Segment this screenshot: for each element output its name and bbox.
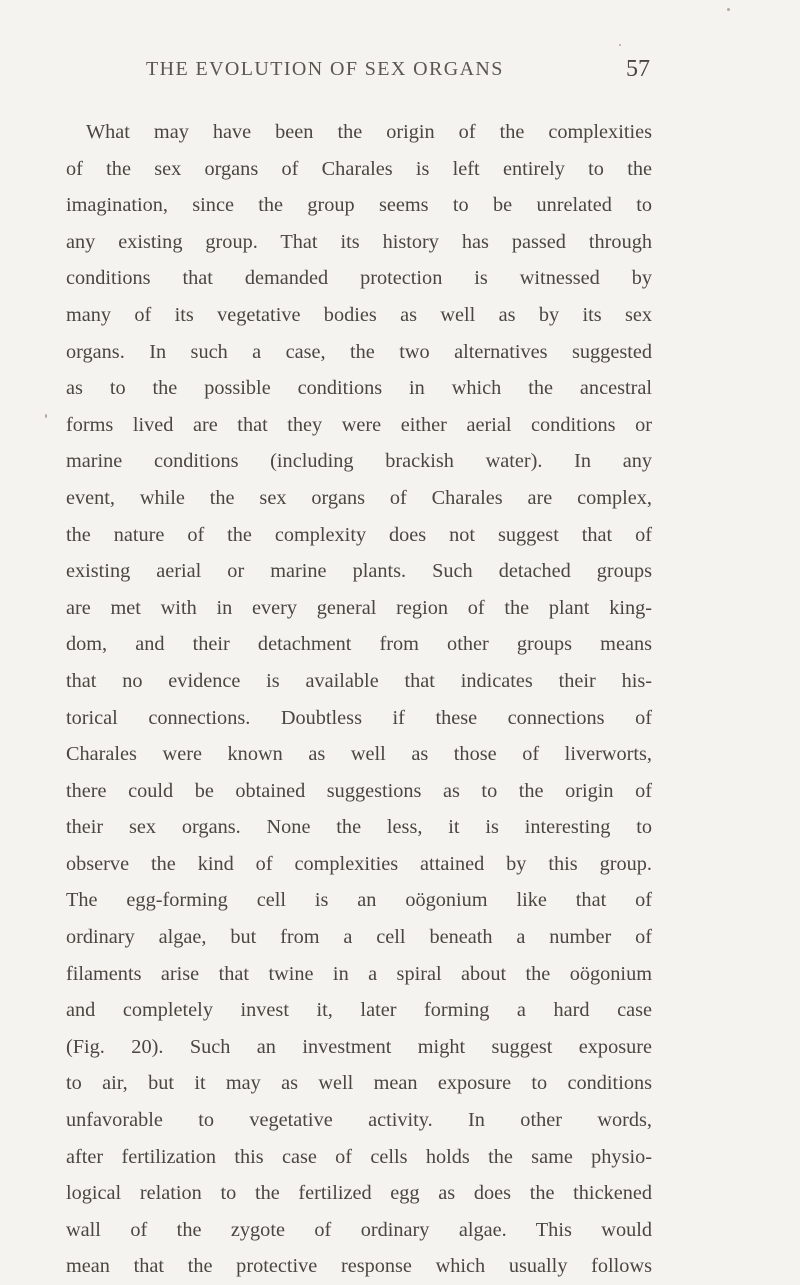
text-line: Charales were known as well as those of liverworts, <box>66 743 652 766</box>
text-line: logical relation to the fertilized egg as does the thickened <box>66 1182 652 1205</box>
page-number: 57 <box>626 56 650 82</box>
text-line: mean that the protective response which usually follows <box>66 1255 652 1278</box>
text-line: any existing group. That its history has passed through <box>66 230 652 253</box>
text-line: torical connections. Doubtless if these connections of <box>66 706 652 729</box>
text-line: ordinary algae, but from a cell beneath a number of <box>66 926 652 949</box>
text-line: conditions that demanded protection is witnessed by <box>66 267 652 290</box>
text-line: filaments arise that twine in a spiral about the oögonium <box>66 962 652 985</box>
body-paragraph <box>66 114 652 1285</box>
text-line: organs. In such a case, the two alternatives suggested <box>66 340 652 363</box>
text-line: forms lived are that they were either aerial conditions or <box>66 413 652 436</box>
text-line: observe the kind of complexities attained by this group. <box>66 852 652 875</box>
text-line: after fertilization this case of cells holds the same physio- <box>66 1145 652 1168</box>
ink-speck <box>727 8 730 11</box>
text-line: The egg-forming cell is an oögonium like that of <box>66 889 652 912</box>
text-line: What may have been the origin of the complexities <box>86 121 652 143</box>
text-line: dom, and their detachment from other groups means <box>66 633 652 656</box>
text-line: unfavorable to vegetative activity. In other words, <box>66 1109 652 1132</box>
text-line: wall of the zygote of ordinary algae. This would <box>66 1218 652 1241</box>
text-line: the nature of the complexity does not suggest that of <box>66 523 652 546</box>
text-line: as to the possible conditions in which the ancestral <box>66 377 652 400</box>
text-line: and completely invest it, later forming a hard case <box>66 999 652 1022</box>
ink-speck <box>619 44 621 46</box>
text-line: of the sex organs of Charales is left entirely to the <box>66 157 652 180</box>
text-line: marine conditions (including brackish water). In any <box>66 450 652 473</box>
text-line: there could be obtained suggestions as to the origin of <box>66 779 652 802</box>
text-line: to air, but it may as well mean exposure to conditions <box>66 1072 652 1095</box>
text-line: many of its vegetative bodies as well as by its sex <box>66 303 652 326</box>
running-head: THE EVOLUTION OF SEX ORGANS <box>146 58 504 80</box>
text-line: event, while the sex organs of Charales are complex, <box>66 486 652 509</box>
ink-speck <box>45 414 47 418</box>
text-line: (Fig. 20). Such an investment might suggest exposure <box>66 1035 652 1058</box>
text-line: their sex organs. None the less, it is interesting to <box>66 816 652 839</box>
text-line: existing aerial or marine plants. Such detached groups <box>66 560 652 583</box>
text-line: are met with in every general region of the plant king- <box>66 596 652 619</box>
text-line: imagination, since the group seems to be unrelated to <box>66 194 652 217</box>
text-line: that no evidence is available that indicates their his- <box>66 669 652 692</box>
